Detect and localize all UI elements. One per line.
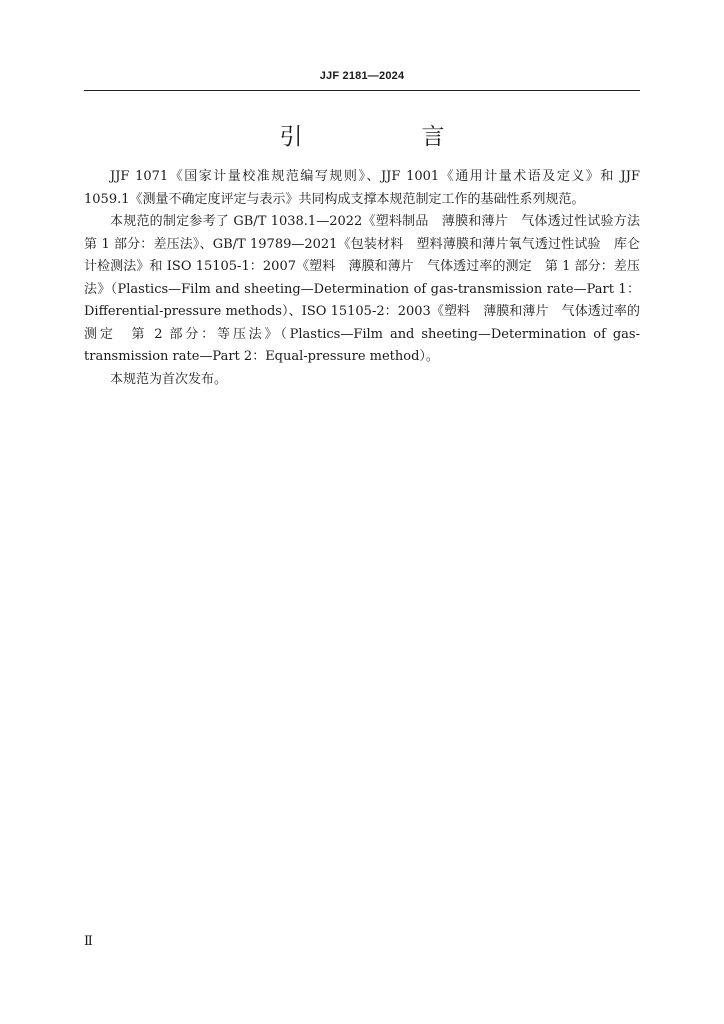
body-text: [84, 166, 654, 391]
page-title: 引 言: [279, 124, 493, 150]
document-code-header: JJF 2181—2024: [319, 70, 405, 82]
paragraph-normative-references: JJF 1071《国家计量校准规范编写规则》、JJF 1001《通用计量术语及定义》和 JJF 1059.1《测量不确定度评定与表示》共同构成支撑本规范制定工作的基础性系列规范。: [84, 169, 640, 207]
header-divider: [84, 90, 640, 91]
paragraph-first-release: 本规范为首次发布。: [110, 371, 228, 387]
page-number: Ⅱ: [84, 934, 93, 949]
paragraph-reference-standards: 本规范的制定参考了 GB/T 1038.1—2022《塑料制品 薄膜和薄片 气体透过性试验方法 第 1 部分：差压法》、GB/T 19789—2021《包装材料 塑料薄膜和薄片氧气透过性试验 库仑计检测法》和 ISO 15105-1：2007《塑料 薄膜和薄片 气体透过率的测定 第 1 部分：差压法》（Plastics—Film and sheeting—Determination of gas-transmission rate—Part 1：Differential-pressure methods）、ISO 15105-2：2003《塑料 薄膜和薄片 气体透过率的测定 第 2 部分：等压法》（Plastics—Film and sheeting—Determination of gas-transmission rate—Part 2：Equal-pressure method）。: [84, 214, 654, 364]
